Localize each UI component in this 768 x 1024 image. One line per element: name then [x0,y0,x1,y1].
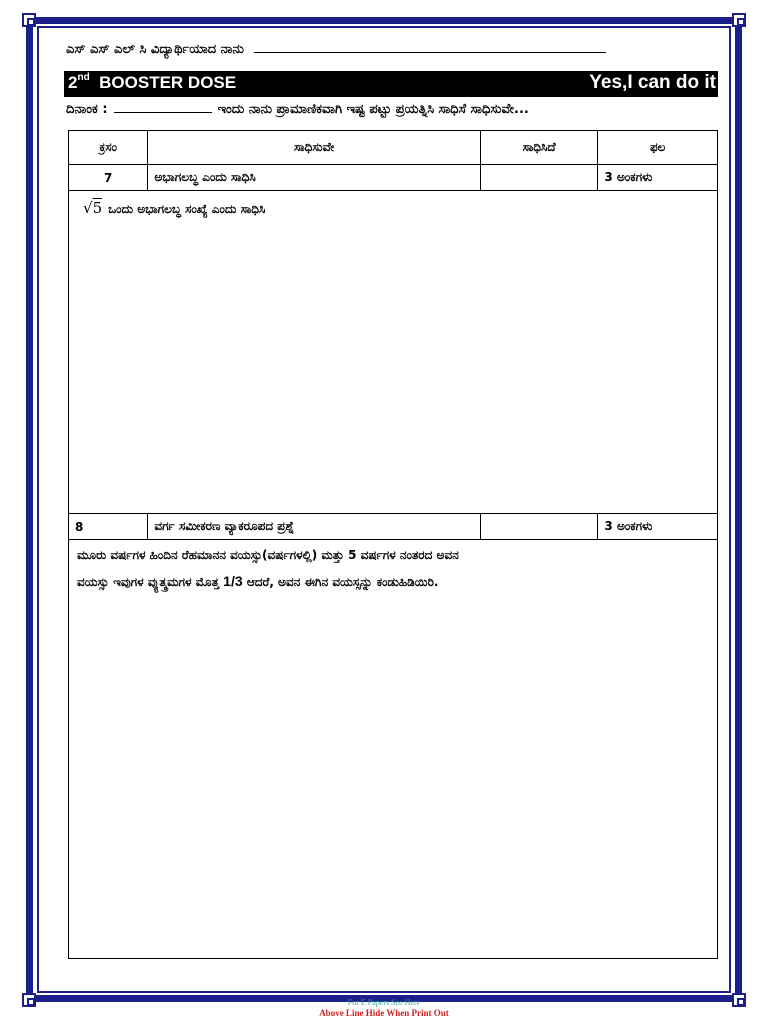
column-header-done: ಸಾಧಿಸಿದೆ [480,131,598,165]
corner-ornament [22,13,36,27]
date-blank[interactable] [114,102,212,113]
table-header-row [69,131,718,165]
corner-ornament [732,13,746,27]
question-8-line-2: ವಯಸ್ಸು ಇವುಗಳ ವ್ಯುತ್ಕ್ರಮಗಳ ಮೊತ್ತ 1/3 ಆದರೆ, ಅವನ ಈಗಿನ ವಯಸ್ಸನ್ನು ಕಂಡುಹಿಡಿಯಿರಿ. [77,573,439,589]
question-7-text: √5 ಒಂದು ಅಭಾಗಲಬ್ಧ ಸಂಖ್ಯೆ ಎಂದು ಸಾಧಿಸಿ [83,199,266,217]
pledge-text: ಇಂದು ನಾನು ಪ್ರಾಮಾಣಿಕವಾಗಿ ಇಷ್ಟ ಪಟ್ಟು ಪ್ರಯತ್ನಿಸಿ ಸಾಧಿಸೆ ಸಾಧಿಸುವೇ... [217,102,529,117]
answer-area-row [69,191,718,514]
student-name-label: ಎಸ್ ಎಸ್ ಎಲ್ ಸಿ ವಿದ್ಯಾರ್ಥಿಯಾದ ನಾನು [66,42,244,57]
fraction-one-third: 1/3 [223,573,243,589]
row-number: 8 [69,514,148,540]
row-done-cell[interactable] [480,514,598,540]
footer-print-note: Above Line Hide When Print Out [319,1008,449,1018]
banner-ordinal: 2 [68,73,78,92]
column-header-number: ಕ್ರಸಂ [69,131,148,165]
row-task: ಅಭಾಗಲಬ್ಧ ಎಂದು ಸಾಧಿಸಿ [148,165,481,191]
row-marks: 3 ಅಂಕಗಳು [598,165,718,191]
row-task: ವರ್ಗ ಸಮೀಕರಣ ವ್ಯಾಕರೂಪದ ಪ್ರಶ್ನೆ [148,514,481,540]
table-row [69,165,718,191]
answer-area-q8[interactable] [69,540,718,959]
banner-title [68,73,236,93]
student-name-line [66,42,716,57]
row-number: 7 [69,165,148,191]
date-line [66,102,726,117]
column-header-task: ಸಾಧಿಸುವೇ [148,131,481,165]
banner-suffix: nd [77,72,90,83]
task-table [68,130,718,959]
banner-title-text: BOOSTER DOSE [99,73,237,92]
answer-area-row [69,540,718,959]
date-label: ದಿನಾಂಕ : [66,102,108,117]
sqrt-five: √5 [83,199,103,217]
row-marks: 3 ಅಂಕಗಳು [598,514,718,540]
question-8-text [77,542,709,595]
student-name-blank[interactable] [254,42,606,53]
answer-area-q7[interactable] [69,191,718,514]
column-header-marks: ಫಲ [598,131,718,165]
row-done-cell[interactable] [480,165,598,191]
banner-motto: Yes,I can do it [589,72,716,93]
booster-banner [64,71,718,97]
question-8-line-1: ಮೂರು ವರ್ಷಗಳ ಹಿಂದಿನ ರೆಹಮಾನನ ವಯಸ್ಸು(ವರ್ಷಗಳಲ್ಲಿ) ಮತ್ತು 5 ವರ್ಷಗಳ ನಂತರದ ಅವನ [77,548,459,562]
footer-site-link[interactable]: For E Papers See Here [347,998,421,1007]
table-row [69,514,718,540]
